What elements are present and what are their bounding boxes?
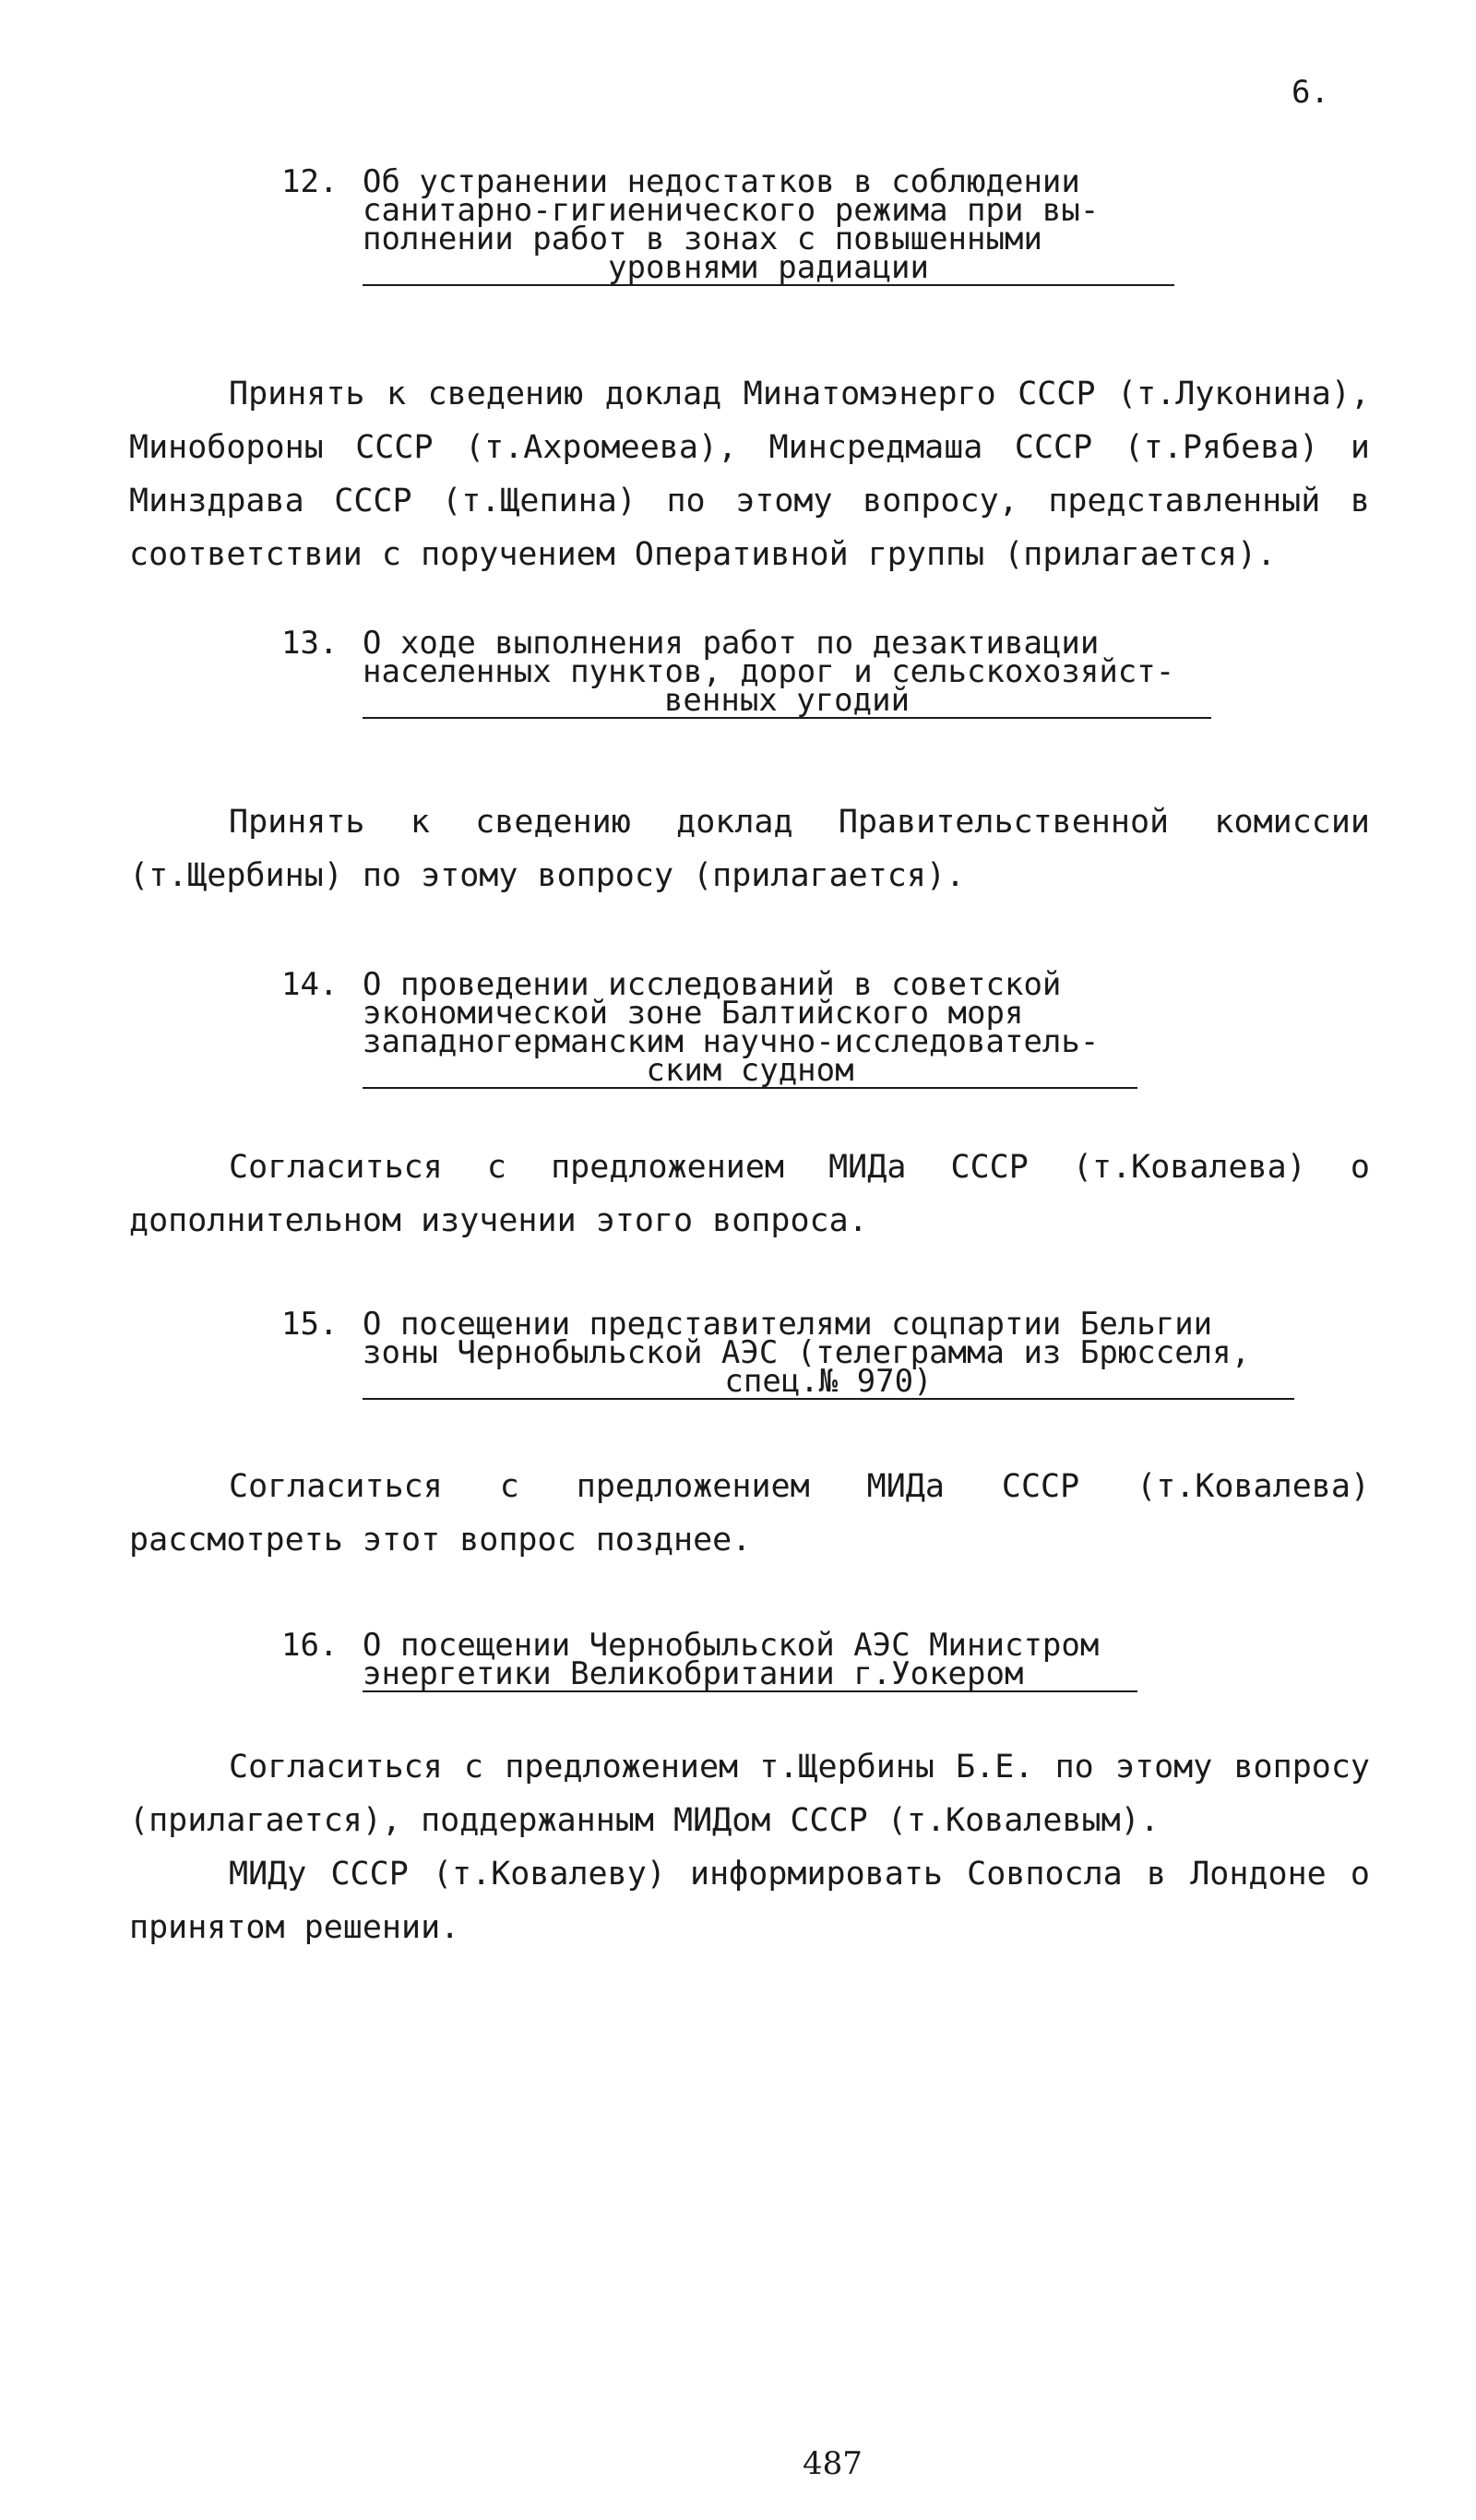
title-line: санитарно-гигиенического режима при вы- [363,192,1100,229]
item-14-decision: Согласиться с предложением МИДа СССР (т.Ковалева) о дополнительном изучении этого вопроса. [129,1149,1370,1239]
item-title [363,1627,1137,1692]
title-line: полнении работ в зонах с повышенными [363,221,1042,257]
item-number: 13. [281,625,339,662]
archive-page-number: 487 [803,2445,863,2482]
item-number: 15. [281,1306,339,1343]
item-title [363,625,1211,719]
page-number: 6. [1292,74,1329,111]
title-line: экономической зоне Балтийского моря [363,995,1024,1032]
title-line: уровнями радиации [608,249,929,286]
item-title [363,966,1137,1089]
title-line: О проведении исследований в советской [363,966,1062,1003]
item-15-decision: Согласиться с предложением МИДа СССР (т.Ковалева) рассмотреть этот вопрос позднее. [129,1468,1370,1559]
item-12-decision: Принять к сведению доклад Минатомэнерго СССР (т.Луконина), Минобороны СССР (т.Ахромеева), Минсредмаша СССР (т.Рябева) и Минздрава СССР (т.Щепина) по этому вопросу, представленный в соответствии с поручением Оперативной группы (прилагается). [129,376,1370,573]
item-number: 14. [281,966,339,1003]
title-line: Об устранении недостатков в соблюдении [363,163,1080,200]
title-line: О ходе выполнения работ по дезактивации [363,625,1100,662]
item-16-decision-1: Согласиться с предложением т.Щербины Б.Е. по этому вопросу (прилагается), поддержанным МИДом СССР (т.Ковалевым). [129,1749,1370,1839]
title-line: спец.№ 970) [724,1363,933,1400]
item-number: 12. [281,163,339,200]
title-line: западногерманским научно-исследователь- [363,1023,1100,1060]
title-line: населенных пунктов, дорог и сельскохозяйст- [363,653,1175,690]
item-title [363,1306,1294,1400]
item-13-decision: Принять к сведению доклад Правительственной комиссии (т.Щербины) по этому вопросу (прилагается). [129,804,1370,894]
title-line: О посещении представителями соцпартии Бельгии [363,1306,1213,1343]
title-line: зоны Чернобыльской АЭС (телеграмма из Брюсселя, [363,1334,1251,1371]
item-number: 16. [281,1627,339,1664]
title-line: энергетики Великобритании г.Уокером [363,1655,1024,1692]
item-title [363,163,1174,286]
title-line: венных угодий [663,682,911,719]
item-16-decision-2: МИДу СССР (т.Ковалеву) информировать Совпосла в Лондоне о принятом решении. [129,1856,1370,1946]
title-line: ским судном [646,1052,854,1089]
title-line: О посещении Чернобыльской АЭС Министром [363,1627,1100,1664]
